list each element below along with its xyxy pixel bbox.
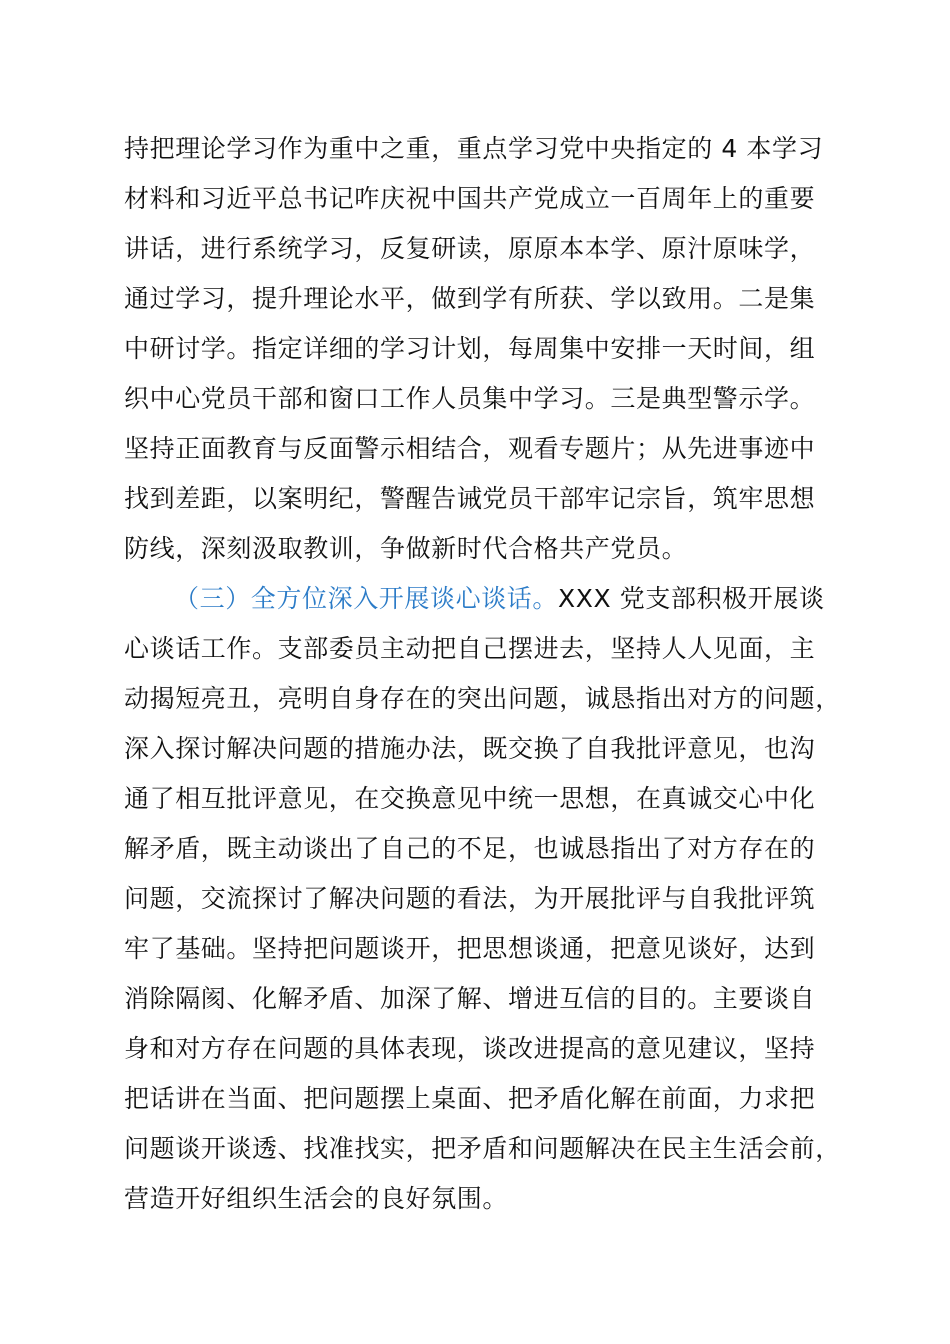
paragraph-line: 消除隔阂、化解矛盾、加深了解、增进互信的目的。主要谈自 bbox=[124, 984, 816, 1013]
paragraph-line: 身和对方存在问题的具体表现，谈改进提高的意见建议，坚持 bbox=[124, 1034, 816, 1063]
paragraph-line: 坚持正面教育与反面警示相结合，观看专题片；从先进事迹中 bbox=[124, 434, 816, 463]
paragraph-line: 讲话，进行系统学习，反复研读，原原本本学、原汁原味学， bbox=[124, 234, 816, 263]
section-3-heading: （三）全方位深入开展谈心谈话。 bbox=[174, 584, 559, 613]
paragraph-line: 织中心党员干部和窗口工作人员集中学习。三是典型警示学。 bbox=[124, 384, 816, 413]
section-3-first-line-text: XXX 党支部积极开展谈 bbox=[558, 584, 825, 613]
paragraph-line: 牢了基础。坚持把问题谈开，把思想谈通，把意见谈好，达到 bbox=[124, 934, 816, 963]
section-3-first-line bbox=[124, 574, 844, 624]
paragraph-line: 持把理论学习作为重中之重，重点学习党中央指定的 4 本学习 bbox=[124, 134, 824, 163]
paragraph-line: 中研讨学。指定详细的学习计划，每周集中安排一天时间，组 bbox=[124, 334, 816, 363]
paragraph-line: 防线，深刻汲取教训，争做新时代合格共产党员。 bbox=[124, 534, 688, 563]
paragraph-line: 找到差距，以案明纪，警醒告诫党员干部牢记宗旨，筑牢思想 bbox=[124, 484, 816, 513]
paragraph-line: 心谈话工作。支部委员主动把自己摆进去，坚持人人见面，主 bbox=[124, 634, 816, 663]
document-body bbox=[124, 124, 844, 1224]
paragraph-line: 材料和习近平总书记咋庆祝中国共产党成立一百周年上的重要 bbox=[124, 184, 816, 213]
paragraph-line: 问题，交流探讨了解决问题的看法，为开展批评与自我批评筑 bbox=[124, 884, 816, 913]
paragraph-line: 通过学习，提升理论水平，做到学有所获、学以致用。二是集 bbox=[124, 284, 816, 313]
paragraph-line: 问题谈开谈透、找准找实，把矛盾和问题解决在民主生活会前， bbox=[124, 1134, 841, 1163]
paragraph-line: 深入探讨解决问题的措施办法，既交换了自我批评意见，也沟 bbox=[124, 734, 816, 763]
paragraph-line: 动揭短亮丑，亮明自身存在的突出问题，诚恳指出对方的问题， bbox=[124, 684, 841, 713]
paragraph-line: 通了相互批评意见，在交换意见中统一思想，在真诚交心中化 bbox=[124, 784, 816, 813]
paragraph-line: 把话讲在当面、把问题摆上桌面、把矛盾化解在前面，力求把 bbox=[124, 1084, 816, 1113]
paragraph-line: 营造开好组织生活会的良好氛围。 bbox=[124, 1184, 509, 1213]
paragraph-line: 解矛盾，既主动谈出了自己的不足，也诚恳指出了对方存在的 bbox=[124, 834, 816, 863]
